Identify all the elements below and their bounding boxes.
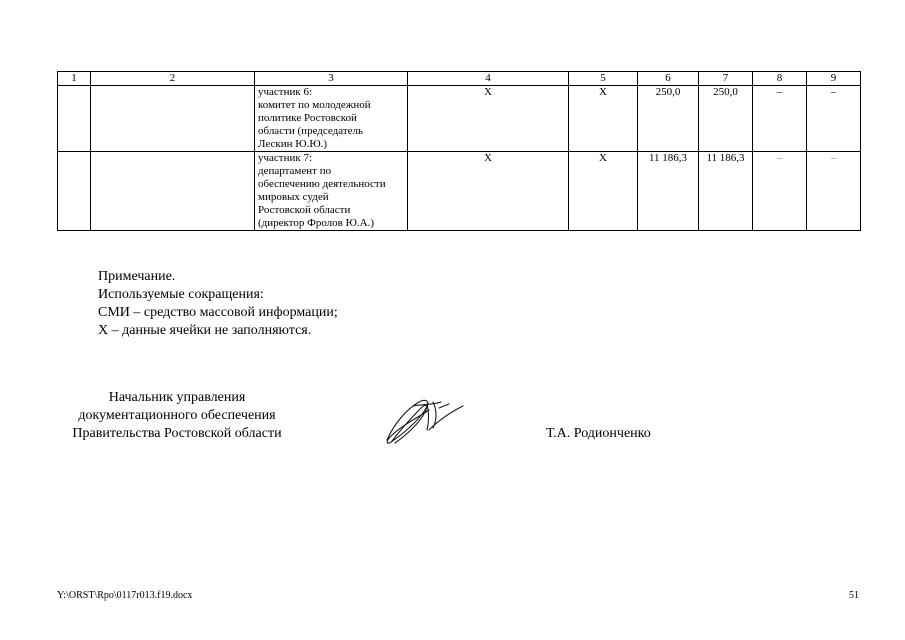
- table-cell: –: [807, 152, 861, 231]
- description-line: политике Ростовской: [258, 112, 357, 124]
- description-line: области (председатель: [258, 125, 364, 137]
- participant-description: [255, 152, 408, 231]
- description-line: Ростовской области: [258, 204, 351, 216]
- table-cell: [58, 86, 91, 152]
- table-cell: [91, 152, 255, 231]
- table-cell: 11 186,3: [638, 152, 699, 231]
- participant-description: [255, 86, 408, 152]
- handwritten-signature: [383, 396, 467, 448]
- header-cell: 7: [699, 72, 753, 86]
- position-line: Начальник управления: [108, 390, 246, 405]
- table-cell: Х: [569, 86, 638, 152]
- table-cell: –: [753, 152, 807, 231]
- table-row: [58, 86, 861, 152]
- header-cell: 6: [638, 72, 699, 86]
- header-cell: 1: [58, 72, 91, 86]
- description-line: участник 6:: [258, 86, 313, 98]
- table-cell: [58, 152, 91, 231]
- signatory-position: [57, 389, 297, 443]
- table-row: [58, 152, 861, 231]
- table-cell: [91, 86, 255, 152]
- description-line: участник 7:: [258, 152, 313, 164]
- footer-file-path: Y:\ORST\Rpo\0117r013.f19.docx: [57, 590, 193, 601]
- table-cell: 250,0: [638, 86, 699, 152]
- abbreviations-heading: Используемые сокращения:: [98, 287, 264, 302]
- table-cell: Х: [408, 152, 569, 231]
- note-block: [98, 268, 338, 340]
- description-line: департамент по: [258, 165, 332, 177]
- description-line: Лескин Ю.Ю.): [258, 138, 328, 150]
- table-cell: –: [753, 86, 807, 152]
- header-cell: 4: [408, 72, 569, 86]
- description-line: комитет по молодежной: [258, 99, 371, 111]
- header-cell: 5: [569, 72, 638, 86]
- abbreviation-item: СМИ – средство массовой информации;: [98, 305, 338, 320]
- position-line: документационного обеспечения: [78, 408, 276, 423]
- header-cell: 3: [255, 72, 408, 86]
- position-line: Правительства Ростовской области: [72, 426, 282, 441]
- description-line: обеспечению деятельности: [258, 178, 386, 190]
- description-line: (директор Фролов Ю.А.): [258, 217, 375, 229]
- abbreviation-item: Х – данные ячейки не заполняются.: [98, 323, 312, 338]
- table-cell: 250,0: [699, 86, 753, 152]
- description-line: мировых судей: [258, 191, 329, 203]
- header-cell: 8: [753, 72, 807, 86]
- table-header-row: [58, 72, 861, 86]
- signatory-name: Т.А. Родионченко: [546, 426, 651, 441]
- budget-table: [57, 71, 861, 231]
- table-cell: Х: [569, 152, 638, 231]
- header-cell: 2: [91, 72, 255, 86]
- header-cell: 9: [807, 72, 861, 86]
- table-cell: Х: [408, 86, 569, 152]
- table-cell: –: [807, 86, 861, 152]
- note-title: Примечание.: [98, 269, 176, 284]
- table-cell: 11 186,3: [699, 152, 753, 231]
- page-number: 51: [849, 590, 859, 601]
